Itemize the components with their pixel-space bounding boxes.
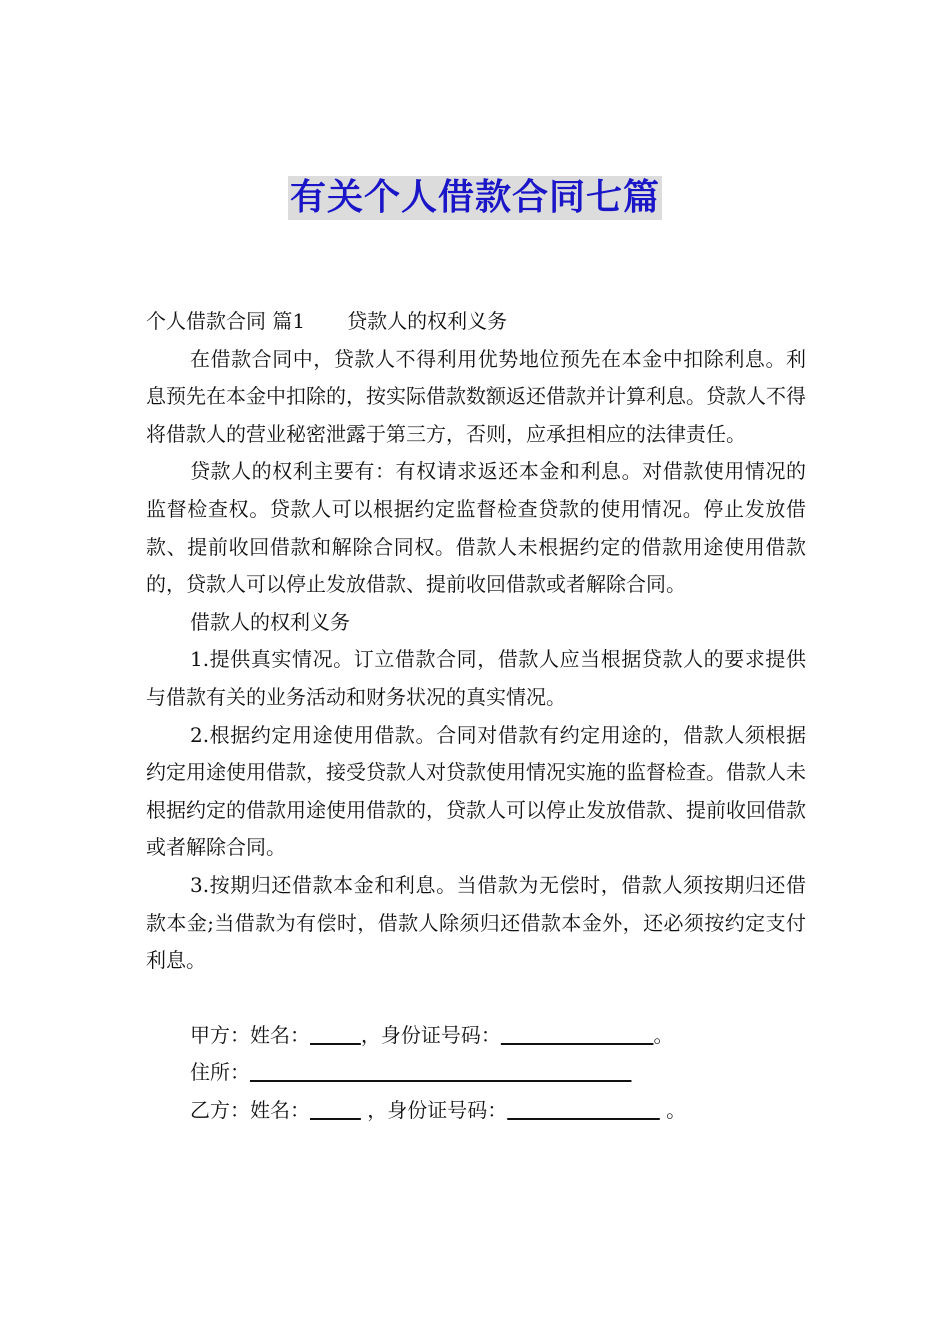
paragraph-6: 3.按期归还借款本金和利息。当借款为无偿时，借款人须按期归还借款本金;当借款为有偿时，借款人除须归还借款本金外，还必须按约定支付利息。 — [146, 872, 806, 973]
party-a-line — [146, 1017, 806, 1055]
party-a-prefix: 甲方：姓名： — [190, 1022, 310, 1047]
paragraph-2: 贷款人的权利主要有：有权请求返还本金和利息。对借款使用情况的监督检查权。贷款人可以根据约定监督检查贷款的使用情况。停止发放借款、提前收回借款和解除合同权。借款人未根据约定的借款用途使用借款的，贷款人可以停止发放借款、提前收回借款或者解除合同。 — [146, 459, 806, 597]
section-heading — [146, 303, 806, 341]
party-b-id-label: ，身份证号码： — [360, 1097, 508, 1122]
paragraph-5: 2.根据约定用途使用借款。合同对借款有约定用途的，借款人须根据约定用途使用借款，接受贷款人对贷款使用情况实施的监督检查。借款人未根据约定的借款用途使用借款的，贷款人可以停止发放借款、提前收回借款或者解除合同。 — [146, 722, 806, 860]
spacer — [146, 980, 806, 1017]
party-b-prefix: 乙方：姓名： — [190, 1097, 310, 1122]
party-a-name-blank — [310, 1023, 361, 1047]
address-blank — [250, 1060, 631, 1084]
document-body — [146, 303, 806, 1129]
party-b-id-blank — [507, 1098, 660, 1122]
party-a-end: 。 — [653, 1022, 674, 1047]
paragraph-4: 1.提供真实情况。订立借款合同，借款人应当根据贷款人的要求提供与借款有关的业务活动和财务状况的真实情况。 — [146, 647, 806, 709]
section-heading-part2: 贷款人的权利义务 — [347, 309, 508, 333]
section-heading-part1: 个人借款合同 篇1 — [146, 309, 306, 333]
address-line — [146, 1054, 806, 1092]
paragraph-1: 在借款合同中，贷款人不得利用优势地位预先在本金中扣除利息。利息预先在本金中扣除的，按实际借款数额返还借款并计算利息。贷款人不得将借款人的营业秘密泄露于第三方，否则，应承担相应的法律责任。 — [146, 346, 806, 446]
document-title-container — [0, 176, 950, 220]
paragraph-3: 借款人的权利义务 — [190, 609, 350, 634]
party-b-name-blank — [310, 1098, 361, 1122]
address-label: 住所： — [190, 1060, 250, 1085]
party-a-id-blank — [501, 1023, 654, 1047]
party-a-id-label: ，身份证号码： — [360, 1022, 501, 1047]
party-b-end: 。 — [659, 1097, 687, 1122]
party-b-line — [146, 1092, 806, 1130]
document-title: 有关个人借款合同七篇 — [289, 177, 660, 218]
